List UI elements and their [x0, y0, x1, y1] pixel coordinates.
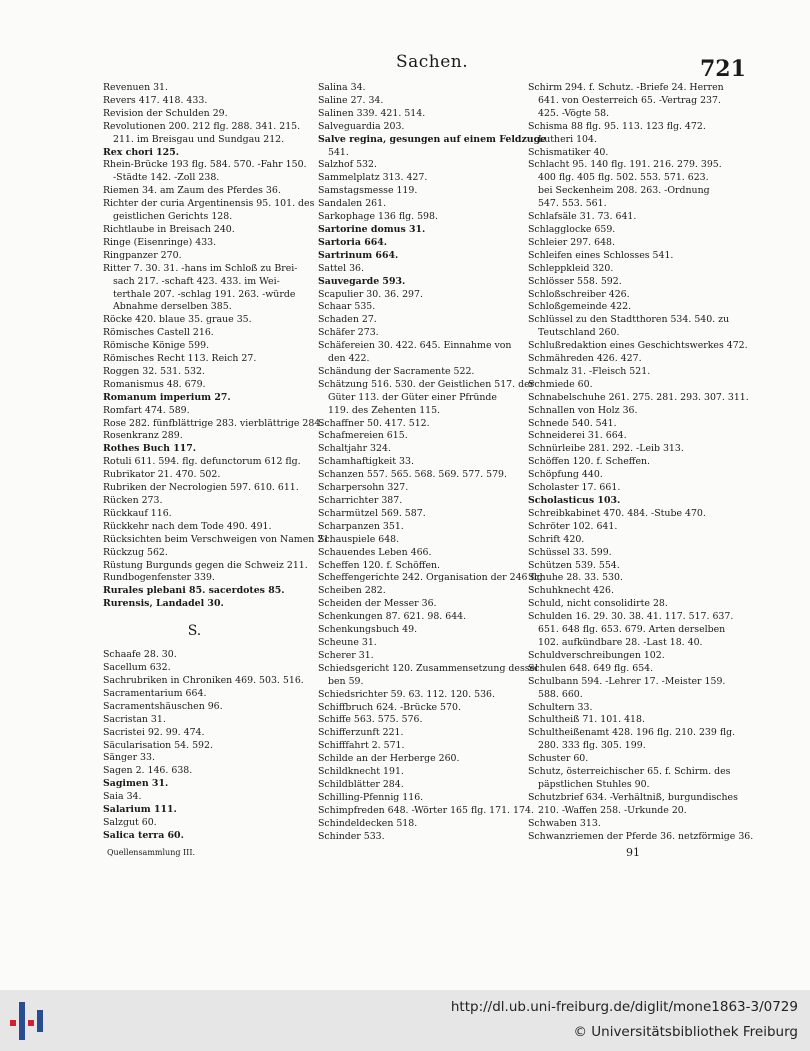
- index-entry: Schultern 33.: [528, 701, 593, 713]
- index-entry: Rose 282. fünfblättrige 283. vierblättrige 284.: [103, 417, 324, 429]
- index-entry: Schiffe 563. 575. 576.: [318, 714, 423, 726]
- index-entry: Schwaben 313.: [528, 817, 601, 829]
- index-entry: Sacellum 632.: [103, 662, 171, 674]
- index-entry: Scharmützel 569. 587.: [318, 507, 426, 519]
- index-entry: Sagen 2. 146. 638.: [103, 765, 193, 777]
- index-entry: Romanum imperium 27.: [103, 391, 231, 403]
- index-entry: Revolutionen 200. 212 flg. 288. 341. 215.: [103, 120, 301, 132]
- column-1-entries: [103, 82, 333, 611]
- index-entry: 211. im Breisgau und Sundgau 212.: [113, 133, 285, 145]
- index-entry: Schleier 297. 648.: [528, 236, 615, 248]
- index-entry: Schöpfung 440.: [528, 469, 603, 481]
- index-entry: Scheiben 282.: [318, 585, 386, 597]
- index-entry: Scharrichter 387.: [318, 495, 403, 506]
- index-entry: Schaar 535.: [318, 301, 376, 313]
- index-entry: Sartorine domus 31.: [318, 223, 426, 235]
- index-entry: Teutschland 260.: [538, 327, 620, 339]
- index-entry: Schöffen 120. f. Scheffen.: [528, 456, 651, 468]
- index-entry: Samstagsmesse 119.: [318, 185, 418, 197]
- index-entry: 541.: [328, 146, 349, 158]
- index-entry: Schnabelschuhe 261. 275. 281. 293. 307. 311.: [528, 391, 749, 403]
- index-entry: Rüstung Burgunds gegen die Schweiz 211.: [103, 559, 308, 571]
- index-entry: Ritter 7. 30. 31. -hans im Schloß zu Brei-: [103, 262, 298, 274]
- index-entry: Schändung der Sacramente 522.: [318, 365, 475, 377]
- index-entry: Scapulier 30. 36. 297.: [318, 288, 423, 300]
- index-entry: Lutheri 104.: [538, 133, 597, 145]
- index-entry: 210. -Waffen 258. -Urkunde 20.: [538, 804, 687, 816]
- index-entry: geistlichen Gerichts 128.: [113, 211, 233, 223]
- index-entry: Revenuen 31.: [103, 82, 169, 93]
- index-entry: Schleppkleid 320.: [528, 262, 614, 274]
- index-entry: Scheffengerichte 242. Organisation der 246 flg.: [318, 572, 546, 584]
- index-entry: Sartrinum 664.: [318, 249, 399, 261]
- index-entry: Rothes Buch 117.: [103, 443, 197, 455]
- index-entry: 119. des Zehenten 115.: [328, 404, 441, 416]
- index-entry: Schäfer 273.: [318, 327, 379, 339]
- index-entry: Richtlaube in Breisach 240.: [103, 223, 235, 235]
- index-entry: Scholasticus 103.: [528, 495, 621, 506]
- index-entry: Schwanzriemen der Pferde 36. netzförmige 36.: [528, 830, 754, 842]
- index-entry: Rhein-Brücke 193 flg. 584. 570. -Fahr 150.: [103, 159, 307, 171]
- index-entry: Rücken 273.: [103, 495, 163, 506]
- signature-mark: Quellensammlung III.: [107, 847, 196, 857]
- index-entry: Rundbogenfenster 339.: [103, 572, 215, 584]
- index-entry: Schlösser 558. 592.: [528, 275, 622, 287]
- index-entry: Sarkophage 136 flg. 598.: [318, 211, 438, 223]
- index-entry: Schaden 27.: [318, 314, 377, 326]
- index-entry: Roggen 32. 531. 532.: [103, 365, 205, 377]
- index-entry: Schindeldecken 518.: [318, 817, 418, 829]
- index-entry: Schüssel 33. 599.: [528, 546, 612, 558]
- index-entry: Schlüssel zu den Stadtthoren 534. 540. zu: [528, 314, 730, 326]
- index-entry: Revision der Schulden 29.: [103, 107, 228, 119]
- index-entry: Schifffahrt 2. 571.: [318, 740, 405, 752]
- index-entry: Schnürleibe 281. 292. -Leib 313.: [528, 443, 684, 455]
- index-entry: Saia 34.: [103, 791, 142, 803]
- copyright-notice: © Universitätsbibliothek Freiburg: [573, 1024, 798, 1040]
- index-entry: Röcke 420. blaue 35. graue 35.: [103, 314, 252, 326]
- index-entry: Sacristan 31.: [103, 713, 166, 725]
- index-entry: Rex chori 125.: [103, 146, 179, 158]
- index-entry: Sacramentshäuschen 96.: [103, 700, 223, 712]
- index-entry: Schirm 294. f. Schutz. -Briefe 24. Herren: [528, 82, 724, 93]
- index-entry: Schifferzunft 221.: [318, 727, 404, 739]
- index-entry: Salveguardia 203.: [318, 120, 405, 132]
- index-entry: Rotuli 611. 594. flg. defunctorum 612 flg.: [103, 456, 301, 468]
- index-entry: 425. -Vögte 58.: [538, 107, 610, 119]
- index-entry: Saline 27. 34.: [318, 94, 384, 106]
- index-entry: Schloßgemeinde 422.: [528, 301, 632, 313]
- index-entry: Schiffbruch 624. -Brücke 570.: [318, 701, 461, 713]
- index-entry: päpstlichen Stuhles 90.: [538, 778, 650, 790]
- index-entry: Römische Könige 599.: [103, 340, 210, 352]
- index-entry: Salina 34.: [318, 82, 366, 93]
- index-entry: Schmähreden 426. 427.: [528, 353, 642, 365]
- index-entry: Schmiede 60.: [528, 378, 593, 390]
- index-entry: Schlagglocke 659.: [528, 223, 616, 235]
- index-entry: Schützen 539. 554.: [528, 559, 620, 571]
- index-entry: Schinder 533.: [318, 830, 385, 842]
- index-entry: Schuldverschreibungen 102.: [528, 649, 665, 661]
- page-number: 721: [700, 56, 746, 82]
- index-entry: Schaffner 50. 417. 512.: [318, 417, 430, 429]
- index-entry: Schreibkabinet 470. 484. -Stube 470.: [528, 507, 706, 519]
- index-entry: Schnede 540. 541.: [528, 417, 617, 429]
- index-entry: Schulbann 594. -Lehrer 17. -Meister 159.: [528, 675, 726, 687]
- index-entry: Schiedsgericht 120. Zusammensetzung dessel: [318, 662, 539, 674]
- index-entry: Abnahme derselben 385.: [113, 301, 232, 313]
- index-entry: Rückkauf 116.: [103, 507, 172, 519]
- index-entry: Schutzbrief 634. -Verhältniß, burgundisches: [528, 791, 738, 803]
- running-head-title: Sachen.: [396, 52, 469, 72]
- index-entry: Romfart 474. 589.: [103, 404, 190, 416]
- index-entry: Revers 417. 418. 433.: [103, 94, 208, 106]
- index-entry: Römisches Castell 216.: [103, 327, 214, 339]
- index-entry: Scholaster 17. 661.: [528, 482, 621, 494]
- index-entry: Riemen 34. am Zaum des Pferdes 36.: [103, 185, 281, 197]
- index-entry: Sachrubriken in Chroniken 469. 503. 516.: [103, 674, 304, 686]
- index-entry: Sacramentarium 664.: [103, 687, 207, 699]
- index-entry: Ringpanzer 270.: [103, 249, 182, 261]
- index-entry: Richter der curia Argentinensis 95. 101. des: [103, 198, 315, 210]
- index-entry: Schauspiele 648.: [318, 533, 400, 545]
- index-entry: Sattel 36.: [318, 262, 364, 274]
- index-entry: Schildblätter 284.: [318, 778, 404, 790]
- index-entry: Schröter 102. 641.: [528, 520, 618, 532]
- index-entry: Sagimen 31.: [103, 778, 169, 790]
- column-2-entries: [318, 82, 547, 843]
- index-entry: Schlußredaktion eines Geschichtswerkes 472.: [528, 340, 748, 352]
- index-entry: Schäfereien 30. 422. 645. Einnahme von: [318, 340, 512, 352]
- index-entry: Salarium 111.: [103, 804, 177, 816]
- index-entry: Sammelplatz 313. 427.: [318, 172, 428, 184]
- index-entry: Schätzung 516. 530. der Geistlichen 517. der: [318, 378, 535, 390]
- index-entry: Romanismus 48. 679.: [103, 378, 206, 390]
- index-entry: Schultheißenamt 428. 196 flg. 210. 239 flg.: [528, 727, 736, 739]
- permalink-url[interactable]: http://dl.ub.uni-freiburg.de/diglit/mone1863-3/0729: [450, 999, 798, 1015]
- index-entry: Schuster 60.: [528, 753, 589, 765]
- index-entry: Scharpanzen 351.: [318, 520, 404, 532]
- index-entry: den 422.: [328, 353, 370, 365]
- index-entry: bei Seckenheim 208. 263. -Ordnung: [538, 185, 710, 197]
- index-entry: Salzhof 532.: [318, 159, 377, 171]
- index-entry: 400 flg. 405 flg. 502. 553. 571. 623.: [538, 172, 709, 184]
- index-entry: Sartoria 664.: [318, 236, 388, 248]
- index-entry: -Städte 142. -Zoll 238.: [113, 172, 220, 184]
- index-entry: Schiedsrichter 59. 63. 112. 120. 536.: [318, 688, 495, 700]
- index-entry: Sänger 33.: [103, 752, 155, 764]
- index-entry: Schaltjahr 324.: [318, 443, 391, 455]
- index-entry: Schlacht 95. 140 flg. 191. 216. 279. 395.: [528, 159, 722, 171]
- index-entry: Salve regina, gesungen auf einem Feldzuge: [318, 133, 547, 145]
- index-entry: Schauendes Leben 466.: [318, 546, 432, 558]
- index-entry: ben 59.: [328, 675, 364, 687]
- index-entry: Rückzug 562.: [103, 546, 168, 558]
- index-entry: Schenkungen 87. 621. 98. 644.: [318, 611, 467, 623]
- index-entry: Schleifen eines Schlosses 541.: [528, 249, 674, 261]
- index-entry: Schimpfreden 648. -Wörter 165 flg. 171. 174.: [318, 804, 534, 816]
- index-entry: Scheune 31.: [318, 636, 377, 648]
- index-entry: Schildknecht 191.: [318, 766, 404, 778]
- index-column-2: [318, 82, 547, 843]
- index-entry: Güter 113. der Güter einer Pfründe: [328, 391, 497, 403]
- index-entry: Rurales plebani 85. sacerdotes 85.: [103, 585, 285, 597]
- index-entry: Schulen 648. 649 flg. 654.: [528, 662, 654, 674]
- index-entry: Rubrikator 21. 470. 502.: [103, 469, 221, 481]
- index-entry: Schenkungsbuch 49.: [318, 624, 418, 636]
- index-entry: Schilde an der Herberge 260.: [318, 753, 460, 765]
- index-entry: Schlafsäle 31. 73. 641.: [528, 211, 637, 223]
- index-entry: Schuld, nicht consolidirte 28.: [528, 598, 668, 610]
- index-entry: Scharpersohn 327.: [318, 482, 409, 494]
- index-entry: Schultheiß 71. 101. 418.: [528, 714, 645, 726]
- index-entry: Rubriken der Necrologien 597. 610. 611.: [103, 482, 299, 494]
- index-entry: Schuhe 28. 33. 530.: [528, 572, 623, 584]
- index-entry: Scherer 31.: [318, 649, 374, 661]
- index-entry: Scheffen 120. f. Schöffen.: [318, 559, 441, 571]
- index-entry: Scheiden der Messer 36.: [318, 598, 437, 610]
- index-entry: Schanzen 557. 565. 568. 569. 577. 579.: [318, 469, 507, 481]
- index-entry: Rückkehr nach dem Tode 490. 491.: [103, 520, 272, 532]
- section-letter: S.: [187, 623, 202, 640]
- index-entry: Rosenkranz 289.: [103, 430, 183, 442]
- index-entry: Schmalz 31. -Fleisch 521.: [528, 365, 651, 377]
- index-entry: Schismatiker 40.: [528, 146, 609, 158]
- index-entry: Schafmereien 615.: [318, 430, 408, 442]
- viewer-footer: [0, 990, 810, 1051]
- index-entry: 547. 553. 561.: [538, 198, 607, 210]
- index-entry: sach 217. -schaft 423. 433. im Wei-: [113, 275, 280, 287]
- index-entry: Säcularisation 54. 592.: [103, 739, 213, 751]
- index-entry: 641. von Oesterreich 65. -Vertrag 237.: [538, 94, 721, 106]
- index-entry: 588. 660.: [538, 688, 583, 700]
- index-entry: Rücksichten beim Verschweigen von Namen 21.: [103, 533, 333, 545]
- index-column-1: [103, 82, 333, 860]
- sheet-signature: 91: [626, 846, 640, 860]
- index-entry: Ringe (Eisenringe) 433.: [103, 236, 217, 248]
- index-entry: Sacristei 92. 99. 474.: [103, 726, 205, 738]
- index-entry: Schrift 420.: [528, 533, 585, 545]
- index-entry: Rurensis, Landadel 30.: [103, 598, 224, 610]
- index-entry: Schutz, österreichischer 65. f. Schirm. des: [528, 766, 731, 778]
- index-entry: Schamhaftigkeit 33.: [318, 456, 414, 468]
- index-entry: 651. 648 flg. 653. 679. Arten derselben: [538, 624, 726, 636]
- index-entry: Schuhknecht 426.: [528, 585, 614, 597]
- index-entry: Schulden 16. 29. 30. 38. 41. 117. 517. 637.: [528, 611, 734, 623]
- index-column-3: [528, 82, 754, 860]
- index-entry: Römisches Recht 113. Reich 27.: [103, 353, 257, 365]
- index-entry: Salinen 339. 421. 514.: [318, 107, 426, 119]
- index-entry: Schilling-Pfennig 116.: [318, 791, 424, 803]
- index-entry: Schnallen von Holz 36.: [528, 404, 638, 416]
- column-3-entries: [528, 82, 754, 843]
- column-1-entries-s: [103, 649, 306, 843]
- index-entry: Salica terra 60.: [103, 829, 184, 841]
- index-entry: Schloßschreiber 426.: [528, 288, 630, 300]
- index-entry: 280. 333 flg. 305. 199.: [538, 740, 646, 752]
- index-entry: Sauvegarde 593.: [318, 275, 406, 287]
- index-entry: Schaafe 28. 30.: [103, 649, 177, 661]
- index-entry: Schisma 88 flg. 95. 113. 123 flg. 472.: [528, 120, 706, 132]
- index-entry: Schneiderei 31. 664.: [528, 430, 627, 442]
- ub-freiburg-logo-icon: [10, 998, 46, 1044]
- index-entry: Salzgut 60.: [103, 816, 157, 828]
- index-entry: 102. aufkündbare 28. -Last 18. 40.: [538, 636, 703, 648]
- index-entry: Sandalen 261.: [318, 198, 387, 210]
- index-entry: terthale 207. -schlag 191. 263. -würde: [113, 288, 296, 300]
